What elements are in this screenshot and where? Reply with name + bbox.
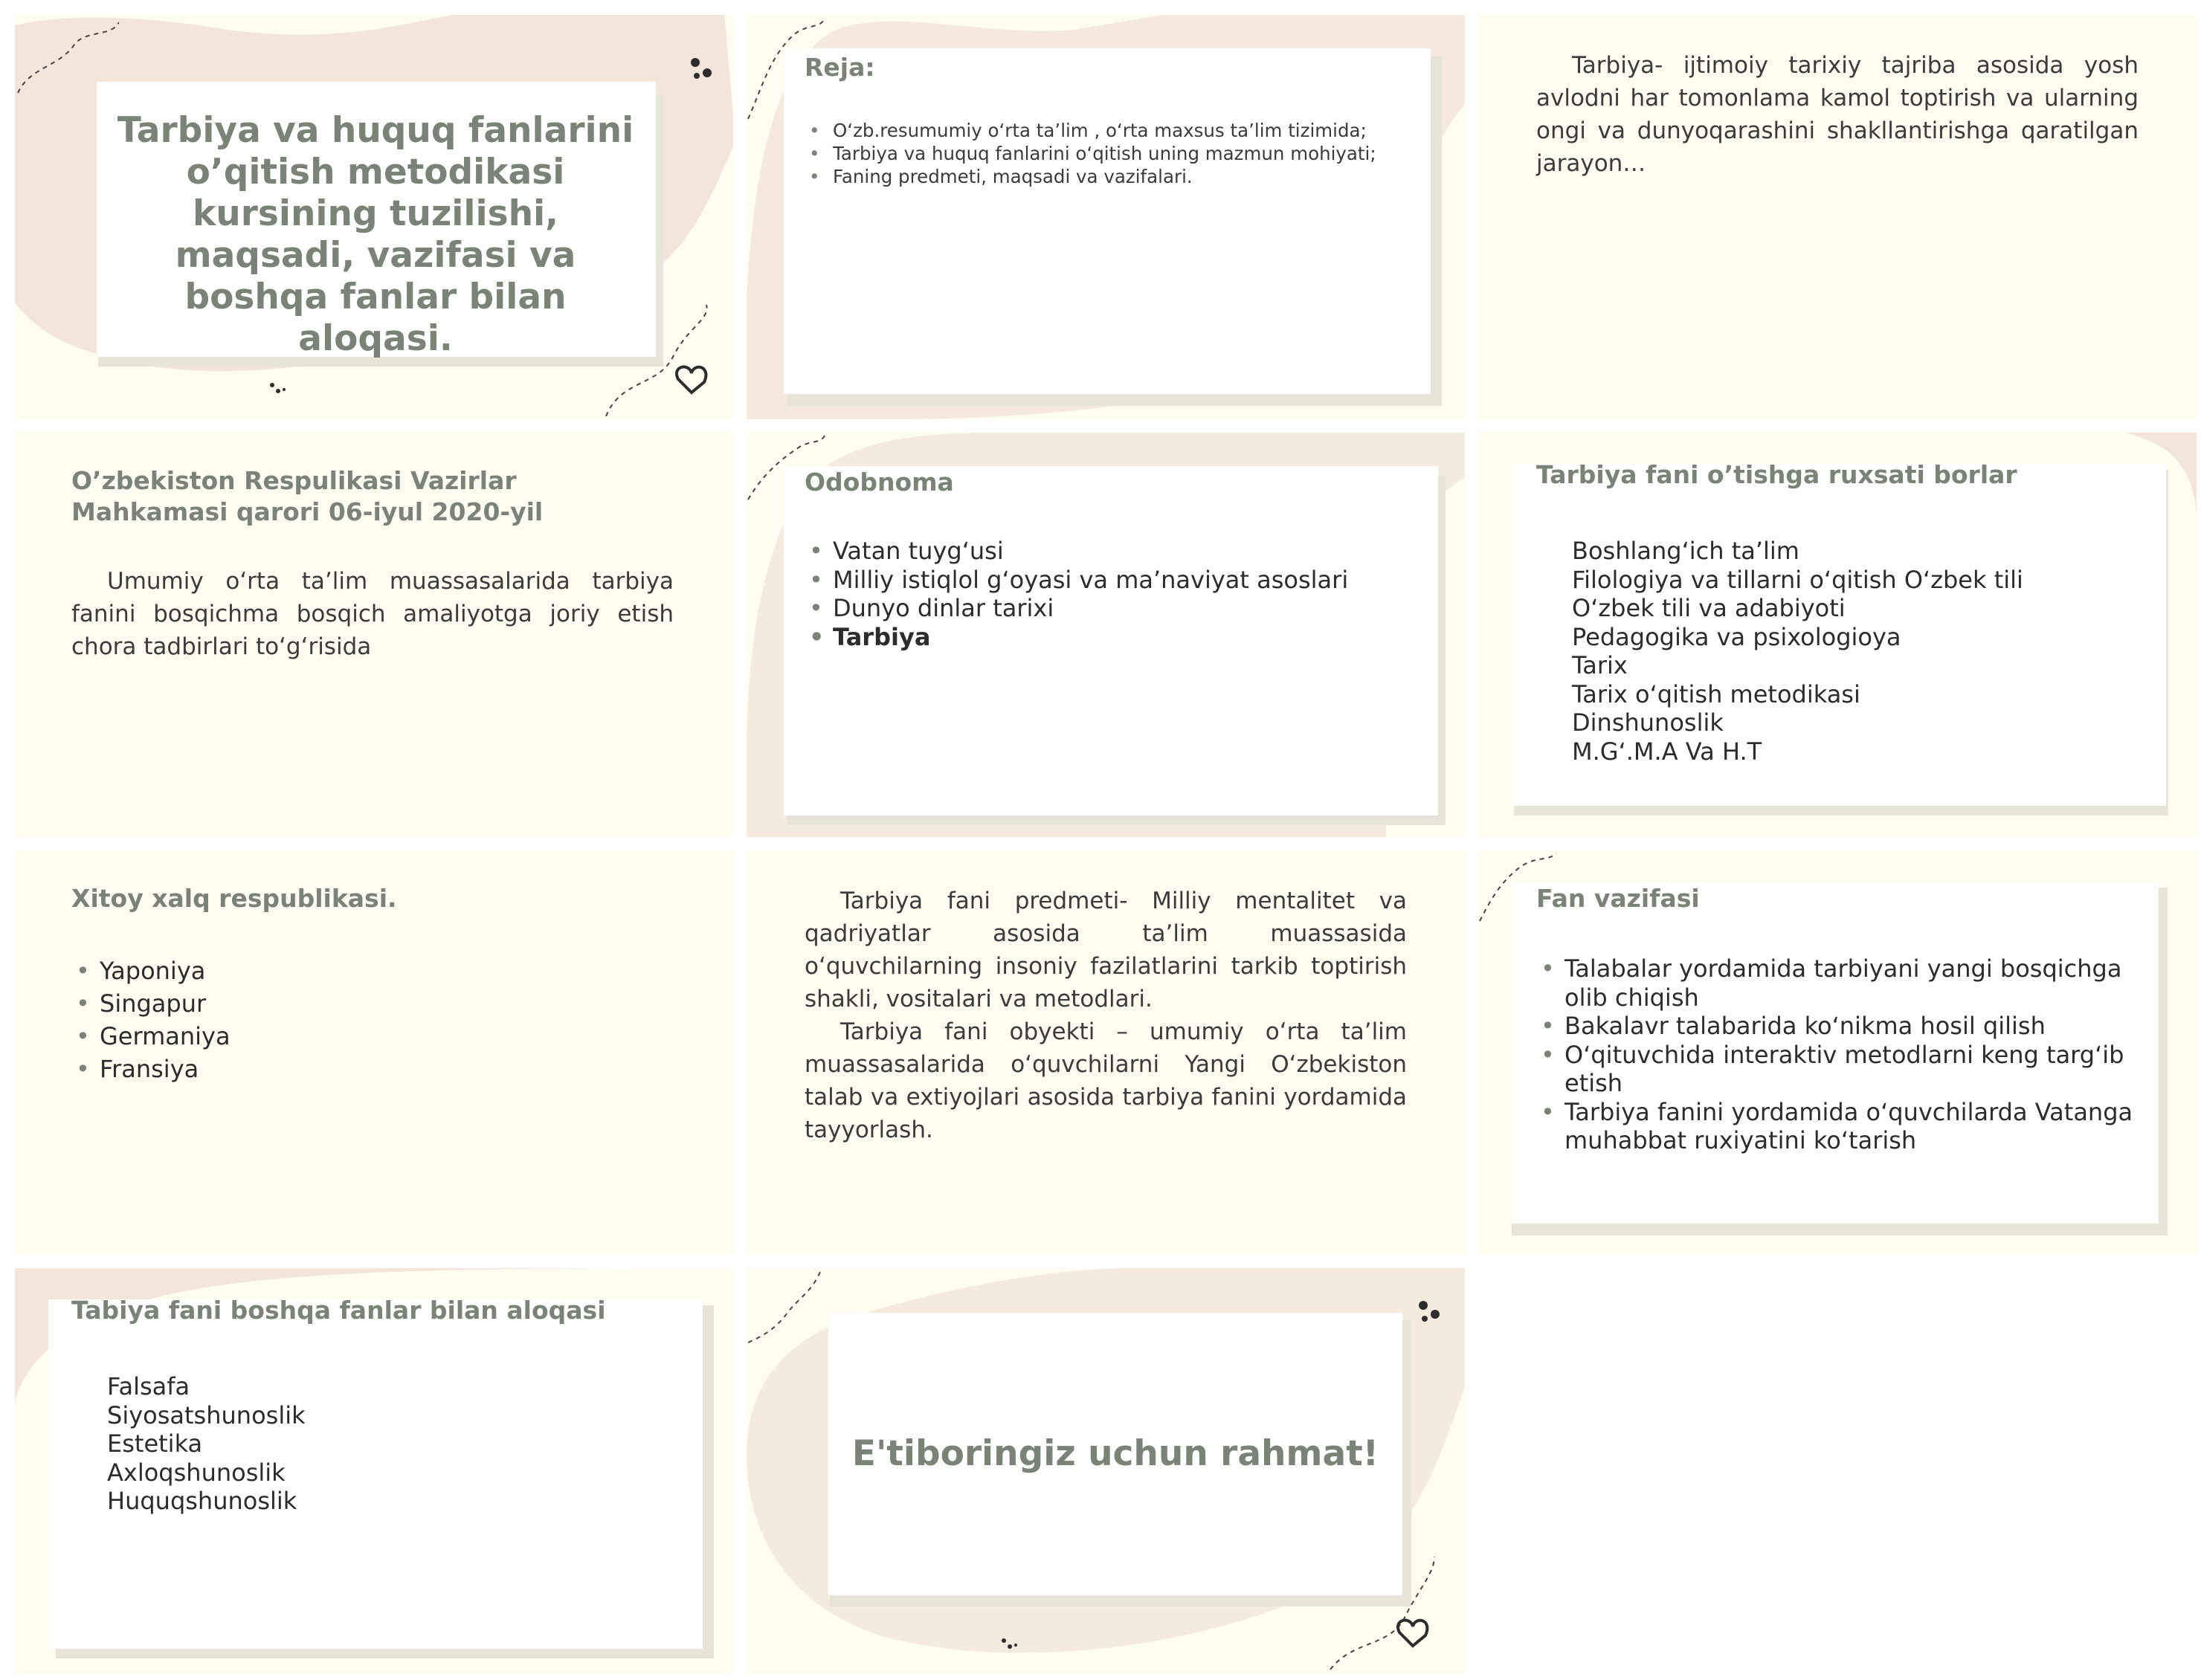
bullet-icon: •	[809, 143, 820, 164]
decree-paragraph: Umumiy o‘rta ta’lim muassasalarida tarbiya fanini bosqichma bosqich amaliyotga joriy etish chora tadbirlari to‘g‘risida	[71, 568, 674, 660]
object-paragraph: Tarbiya fani obyekti – umumiy o‘rta ta’lim muassasalarida o‘quvchilarni Yangi O‘zbekiston talab va extiyojlari asosida tarbiya fanini yordamida tayyorlash.	[805, 1018, 1407, 1143]
heart-thread-decoration	[1315, 1551, 1464, 1670]
list-item-text: Dunyo dinlar tarixi	[833, 594, 1054, 622]
slide-thanks[interactable]	[747, 1268, 1465, 1673]
slide-tasks[interactable]	[1478, 850, 2197, 1255]
slide-permitted[interactable]	[1478, 433, 2197, 837]
list-item	[1536, 1098, 2139, 1155]
list-item-text: Faning predmeti, maqsadi va vazifalari.	[833, 166, 1193, 187]
bullet-icon: •	[1541, 1097, 1555, 1126]
list-item-text: Singapur	[100, 989, 207, 1018]
dots-decoration	[688, 54, 725, 87]
slide-heading: Xitoy xalq respublikasi.	[71, 884, 397, 913]
small-dots-decoration	[268, 381, 290, 402]
list-item-text: Fransiya	[100, 1055, 199, 1083]
list-item: Tarix o‘qitish metodikasi	[1572, 679, 1860, 708]
list-item	[805, 594, 1429, 623]
list-item-text: O‘qituvchida interaktiv metodlarni keng targ‘ib etish	[1564, 1040, 2124, 1097]
list-item: Axloqshunoslik	[107, 1458, 286, 1487]
bullet-icon: •	[76, 989, 90, 1018]
countries-list	[71, 954, 518, 1085]
list-item: M.G‘.M.A Va H.T	[1572, 737, 1762, 766]
slide-heading: Reja:	[805, 53, 875, 82]
list-item: Boshlang‘ich ta’lim	[1572, 537, 1799, 565]
slide-relations[interactable]	[15, 1268, 733, 1673]
bullet-icon: •	[809, 537, 823, 565]
slide-heading: Odobnoma	[805, 468, 954, 497]
list-item: Falsafa	[107, 1372, 190, 1400]
tasks-list	[1536, 954, 2139, 1155]
slide-decree[interactable]	[15, 433, 733, 837]
list-item	[805, 142, 1399, 165]
list-item	[805, 165, 1399, 188]
list-item-text: Tarbiya va huquq fanlarini o‘qitish uning mazmun mohiyati;	[833, 143, 1376, 164]
list-item: Tarix	[1572, 651, 1628, 679]
list-item	[71, 987, 518, 1020]
thanks-text: E'tiboringiz uchun rahmat!	[851, 1433, 1379, 1474]
list-item	[71, 1020, 518, 1053]
slide-reja[interactable]	[747, 15, 1465, 419]
bullet-icon: •	[76, 1022, 90, 1050]
list-item-text: Talabalar yordamida tarbiyani yangi bosqichga olib chiqish	[1564, 954, 2122, 1012]
dots-decoration	[1416, 1298, 1453, 1331]
list-item-text: Vatan tuyg‘usi	[833, 537, 1004, 565]
list-item: Filologiya va tillarni o‘qitish O‘zbek tili	[1572, 565, 2023, 594]
slide-odobnoma[interactable]	[747, 433, 1465, 837]
list-item-text: Yaponiya	[100, 957, 206, 985]
list-item	[805, 566, 1429, 595]
permitted-list	[1572, 537, 2152, 766]
list-item: Huquqshunoslik	[107, 1487, 297, 1515]
subject-object-text	[805, 885, 1407, 1146]
list-item	[1536, 1041, 2139, 1098]
bullet-icon: •	[76, 957, 90, 985]
decree-text	[71, 565, 674, 663]
list-item	[805, 537, 1429, 566]
list-item: O‘zbek tili va adabiyoti	[1572, 594, 1846, 622]
list-item	[71, 954, 518, 987]
small-dots-decoration	[999, 1636, 1022, 1658]
content-card	[784, 48, 1431, 394]
bullet-icon: •	[809, 166, 820, 187]
list-item: Pedagogika va psixologioya	[1572, 622, 1901, 651]
bullet-icon: •	[1541, 1012, 1555, 1040]
bullet-icon: •	[809, 120, 820, 141]
slide-heading: Tabiya fani boshqa fanlar bilan aloqasi	[71, 1296, 606, 1325]
slide-heading: O’zbekiston Respulikasi Vazirlar Mahkamasi qarori 06-iyul 2020-yil	[71, 466, 544, 526]
bullet-icon: •	[809, 565, 823, 594]
heart-thread-decoration	[584, 297, 732, 416]
odobnoma-list	[805, 537, 1429, 651]
reja-list	[805, 119, 1399, 188]
slide-heading: Fan vazifasi	[1536, 884, 1700, 913]
list-item-text: Germaniya	[100, 1022, 231, 1050]
bullet-icon: •	[809, 594, 823, 622]
list-item	[1536, 1012, 2139, 1041]
list-item: Siyosatshunoslik	[107, 1400, 306, 1429]
subject-paragraph: Tarbiya fani predmeti- Milliy mentalitet va qadriyatlar asosida ta’lim muassasida o‘quvchilarning insoniy fazilatlarini tarkib toptirish shakli, vositalari va metodlari.	[805, 888, 1407, 1012]
dashed-thread-decoration	[15, 15, 119, 97]
slide-title[interactable]	[15, 15, 733, 419]
list-item	[805, 119, 1399, 142]
dashed-thread-decoration	[747, 1268, 828, 1350]
bullet-icon: •	[809, 622, 825, 651]
slide-subject-object[interactable]	[747, 850, 1465, 1255]
list-item-text: Tarbiya fanini yordamida o‘quvchilarda Vatanga muhabbat ruxiyatini ko‘tarish	[1564, 1097, 2133, 1154]
slide-countries[interactable]	[15, 850, 733, 1255]
slide-heading: Tarbiya fani o’tishga ruxsati borlar	[1536, 460, 2017, 489]
definition-paragraph: Tarbiya- ijtimoiy tarixiy tajriba asosida yosh avlodni har tomonlama kamol toptirish va ularning ongi va dunyoqarashini shakllantirishga qaratilgan jarayon…	[1536, 52, 2139, 177]
bullet-icon: •	[1541, 1040, 1555, 1069]
list-item	[805, 623, 1429, 652]
list-item-text: Milliy istiqlol g‘oyasi va ma’naviyat asoslari	[833, 565, 1349, 594]
list-item: Dinshunoslik	[1572, 708, 1724, 737]
list-item	[71, 1053, 518, 1085]
slide-definition[interactable]	[1478, 15, 2197, 419]
bullet-icon: •	[1541, 954, 1555, 983]
bullet-icon: •	[76, 1055, 90, 1083]
list-item-text: Tarbiya	[833, 622, 931, 651]
definition-text	[1536, 49, 2139, 180]
list-item-text: O‘zb.resumumiy o‘rta ta’lim , o‘rta maxsus ta’lim tizimida;	[833, 120, 1367, 141]
list-item-text: Bakalavr talabarida ko‘nikma hosil qilish	[1564, 1012, 2046, 1040]
list-item	[1536, 954, 2139, 1012]
list-item: Estetika	[107, 1429, 203, 1458]
slide-title-text: Tarbiya va huquq fanlarini o’qitish metodikasi kursining tuzilishi, maqsadi, vazifasi va boshqa fanlar bilan aloqasi.	[117, 110, 634, 359]
relations-list	[107, 1372, 553, 1516]
